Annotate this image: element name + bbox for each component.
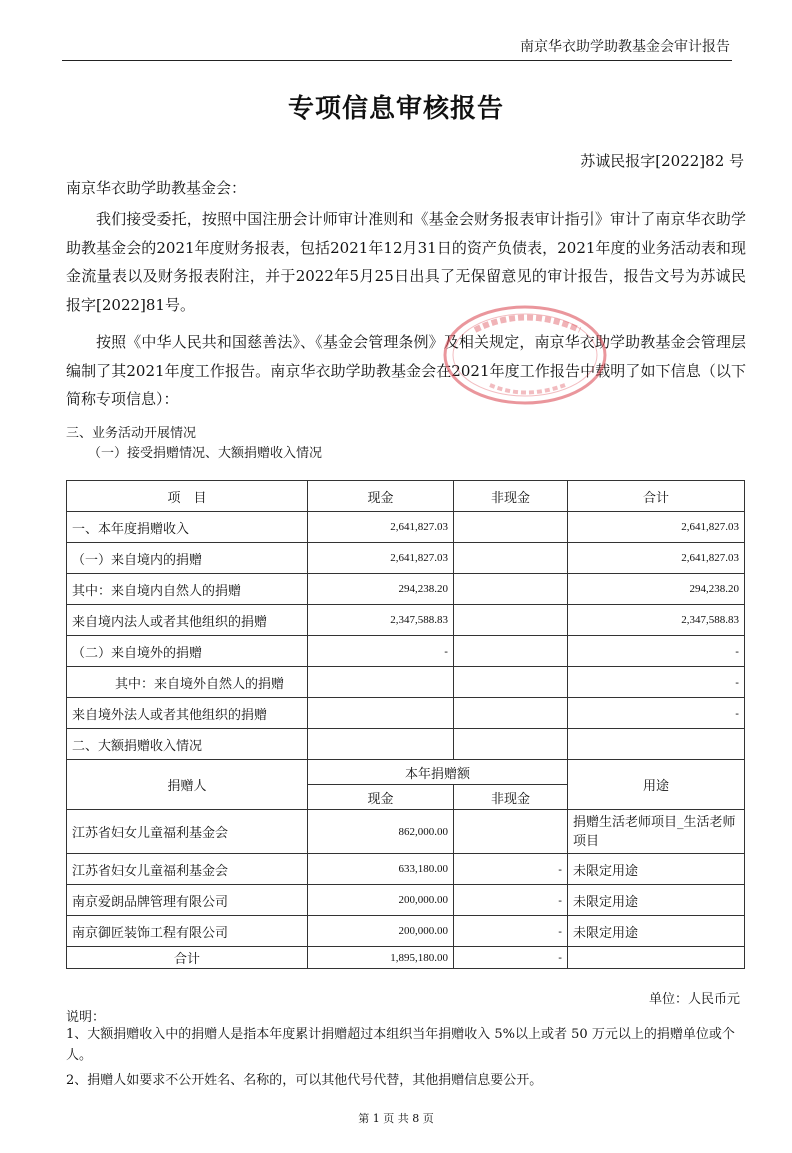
audit-firm-seal (440, 300, 610, 410)
row-label: 来自境内法人或者其他组织的捐赠 (67, 605, 308, 636)
row-cash (308, 667, 454, 698)
row-label: （二）来自境外的捐赠 (67, 636, 308, 667)
row-total: 2,347,588.83 (568, 605, 745, 636)
row-noncash (454, 698, 568, 729)
paragraph-engagement: 我们接受委托，按照中国注册会计师审计准则和《基金会财务报表审计指引》审计了南京华衣助学助教基金会的2021年度财务报表，包括2021年12月31日的资产负债表，2021年度的业务活动表和现金流量表以及财务报表附注，并于2022年5月25日出具了无保留意见的审计报告，报告文号为苏诚民报字[2022]81号。 (66, 210, 746, 314)
header-donor: 捐赠人 (67, 760, 308, 810)
row-label: （一）来自境内的捐赠 (67, 543, 308, 574)
row-label: 来自境外法人或者其他组织的捐赠 (67, 698, 308, 729)
header-large-noncash: 非现金 (454, 785, 568, 810)
row-cash: - (308, 636, 454, 667)
donation-table (66, 480, 745, 969)
table-row (67, 854, 745, 885)
table-row (67, 810, 745, 854)
row-label: 其中：来自境内自然人的捐赠 (67, 574, 308, 605)
row-noncash (454, 729, 568, 760)
row-cash: 2,641,827.03 (308, 543, 454, 574)
header-cash: 现金 (308, 481, 454, 512)
total-cash: 1,895,180.00 (308, 947, 454, 969)
note-1: 1、大额捐赠收入中的捐赠人是指本年度累计捐赠超过本组织当年捐赠收入 5%以上或者 50 万元以上的捐赠单位或个人。 (66, 1027, 735, 1063)
table-row (67, 605, 745, 636)
row-noncash (454, 667, 568, 698)
donor-name: 江苏省妇女儿童福利基金会 (67, 854, 308, 885)
donor-use: 未限定用途 (568, 854, 745, 885)
row-noncash (454, 605, 568, 636)
donor-use: 未限定用途 (568, 916, 745, 947)
table-row (67, 636, 745, 667)
total-label: 合计 (67, 947, 308, 969)
table-row (67, 729, 745, 760)
addressee: 南京华衣助学助教基金会： (66, 179, 247, 197)
page-number: 第 1 页 共 8 页 (358, 1112, 434, 1125)
row-cash: 2,641,827.03 (308, 512, 454, 543)
section-heading-activities: 三、业务活动开展情况 (66, 426, 197, 441)
row-label: 二、大额捐赠收入情况 (67, 729, 308, 760)
paragraph-basis: 按照《中华人民共和国慈善法》、《基金会管理条例》及相关规定，南京华衣助学助教基金会管理层编制了其2021年度工作报告。南京华衣助学助教基金会在2021年度工作报告中载明了如下信息（以下简称专项信息）： (66, 333, 746, 408)
row-total: 2,641,827.03 (568, 543, 745, 574)
row-total: - (568, 698, 745, 729)
table-header-row (67, 481, 745, 512)
row-total: - (568, 636, 745, 667)
table-row (67, 667, 745, 698)
subsection-heading-donations: （一）接受捐赠情况、大额捐赠收入情况 (88, 446, 323, 461)
row-total: 2,641,827.03 (568, 512, 745, 543)
table-row (67, 916, 745, 947)
total-noncash: - (454, 947, 568, 969)
donor-cash: 200,000.00 (308, 916, 454, 947)
row-cash (308, 698, 454, 729)
row-cash (308, 729, 454, 760)
row-cash: 2,347,588.83 (308, 605, 454, 636)
table-row (67, 512, 745, 543)
table-row (67, 698, 745, 729)
row-noncash (454, 574, 568, 605)
donor-noncash (454, 810, 568, 854)
notes-title: 说明： (66, 1010, 106, 1025)
header-use: 用途 (568, 760, 745, 810)
donor-use: 未限定用途 (568, 885, 745, 916)
row-noncash (454, 512, 568, 543)
row-cash: 294,238.20 (308, 574, 454, 605)
donor-name: 南京御匠装饰工程有限公司 (67, 916, 308, 947)
note-2: 2、捐赠人如要求不公开姓名、名称的，可以其他代号代替，其他捐赠信息要公开。 (66, 1073, 543, 1088)
row-noncash (454, 636, 568, 667)
donor-name: 南京爱朗品牌管理有限公司 (67, 885, 308, 916)
header-item: 项 目 (67, 481, 308, 512)
table-row (67, 543, 745, 574)
donor-noncash: - (454, 916, 568, 947)
donor-name: 江苏省妇女儿童福利基金会 (67, 810, 308, 854)
document-title: 专项信息审核报告 (287, 94, 504, 124)
donor-cash: 633,180.00 (308, 854, 454, 885)
row-label: 一、本年度捐赠收入 (67, 512, 308, 543)
donor-cash: 862,000.00 (308, 810, 454, 854)
page-header (0, 0, 792, 60)
header-annual-amount: 本年捐赠额 (308, 760, 568, 785)
row-total: 294,238.20 (568, 574, 745, 605)
row-total (568, 729, 745, 760)
row-label: 其中：来自境外自然人的捐赠 (67, 667, 308, 698)
table-row (67, 885, 745, 916)
total-use (568, 947, 745, 969)
table-row (67, 574, 745, 605)
row-noncash (454, 543, 568, 574)
header-total: 合计 (568, 481, 745, 512)
header-large-cash: 现金 (308, 785, 454, 810)
header-report-name: 南京华衣助学助教基金会审计报告 (520, 39, 730, 55)
header-noncash: 非现金 (454, 481, 568, 512)
large-donation-header-row (67, 760, 745, 785)
donor-noncash: - (454, 854, 568, 885)
currency-unit: 单位：人民币元 (648, 992, 740, 1007)
donor-noncash: - (454, 885, 568, 916)
row-total: - (568, 667, 745, 698)
table-total-row (67, 947, 745, 969)
donor-cash: 200,000.00 (308, 885, 454, 916)
report-reference-number: 苏诚民报字[2022]82 号 (580, 152, 744, 170)
header-rule (62, 60, 732, 61)
donor-use: 捐赠生活老师项目_生活老师项目 (568, 810, 745, 854)
